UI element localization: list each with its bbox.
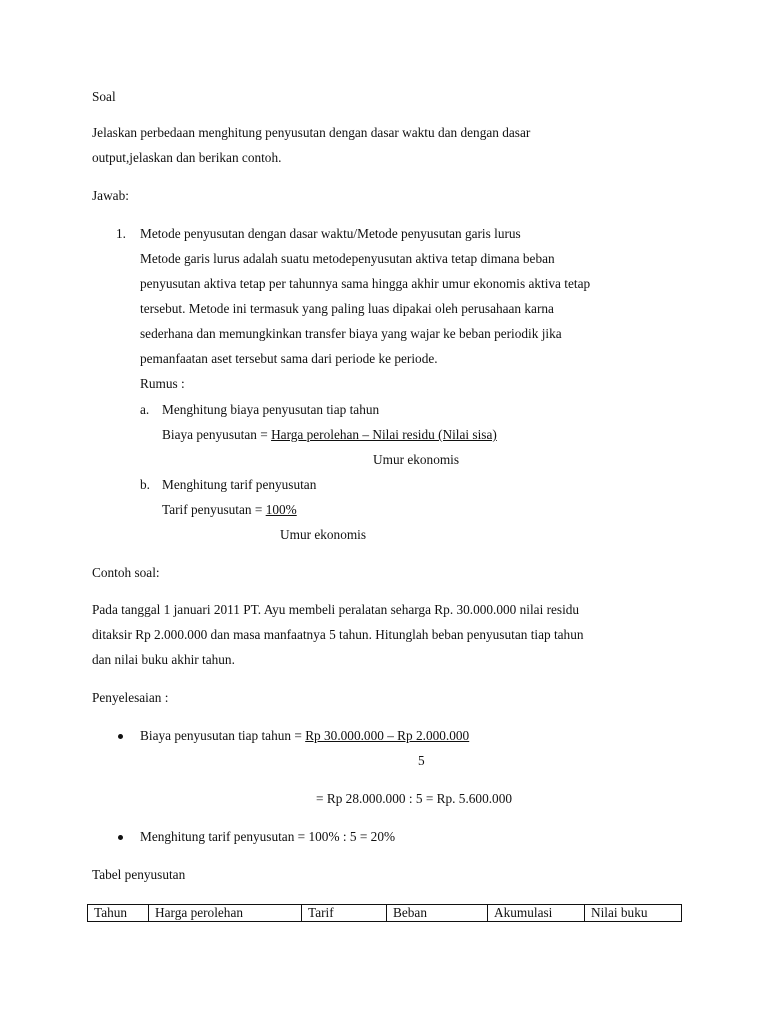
formula-b-marker: b.	[140, 477, 150, 492]
bullet-icon	[118, 835, 123, 840]
table-header-row	[88, 905, 682, 922]
table-header-cell: Tahun	[88, 905, 149, 922]
formula-a-marker: a.	[140, 402, 150, 417]
method-desc-line: tersebut. Metode ini termasuk yang paling luas dipakai oleh perusahaan karna	[140, 301, 554, 316]
table-header-cell: Akumulasi	[488, 905, 585, 922]
formula-b-numerator: 100%	[265, 502, 297, 517]
bullet-1-result: = Rp 28.000.000 : 5 = Rp. 5.600.000	[316, 791, 512, 806]
method-desc-line: pemanfaatan aset tersebut sama dari periode ke periode.	[140, 351, 438, 366]
table-header-cell: Nilai buku	[585, 905, 682, 922]
formula-a-title: Menghitung biaya penyusutan tiap tahun	[162, 402, 380, 417]
solution-bullet-1	[140, 728, 469, 744]
bullet-1-numerator: Rp 30.000.000 – Rp 2.000.000	[305, 728, 470, 743]
formula-a-expression	[162, 427, 497, 443]
heading-soal: Soal	[92, 89, 116, 104]
formula-b-denominator: Umur ekonomis	[280, 527, 367, 542]
formula-b-expression	[162, 502, 353, 518]
example-line: ditaksir Rp 2.000.000 dan masa manfaatnya 5 tahun. Hitunglah beban penyusutan tiap tahun	[92, 627, 584, 642]
rumus-label: Rumus :	[140, 376, 185, 391]
question-line-1: Jelaskan perbedaan menghitung penyusutan dengan dasar waktu dan dengan dasar	[92, 125, 531, 140]
table-header-cell: Tarif	[302, 905, 387, 922]
bullet-1-denominator: 5	[418, 753, 425, 768]
table-header-cell: Harga perolehan	[149, 905, 302, 922]
example-label: Contoh soal:	[92, 565, 160, 580]
table-label: Tabel penyusutan	[92, 867, 186, 882]
depreciation-table	[87, 904, 682, 922]
formula-a-lhs: Biaya penyusutan =	[162, 427, 272, 442]
answer-label: Jawab:	[92, 188, 129, 203]
question-line-2: output,jelaskan dan berikan contoh.	[92, 150, 282, 165]
example-line: dan nilai buku akhir tahun.	[92, 652, 235, 667]
solution-label: Penyelesaian :	[92, 690, 169, 705]
method-title: Metode penyusutan dengan dasar waktu/Metode penyusutan garis lurus	[140, 226, 521, 241]
formula-b-title: Menghitung tarif penyusutan	[162, 477, 317, 492]
method-number: 1.	[116, 226, 126, 241]
table-header-cell: Beban	[387, 905, 488, 922]
formula-b-lhs: Tarif penyusutan =	[162, 502, 266, 517]
method-desc-line: sederhana dan memungkinkan transfer biaya yang wajar ke beban periodik jika	[140, 326, 562, 341]
formula-a-denominator: Umur ekonomis	[373, 452, 460, 467]
solution-bullet-2: Menghitung tarif penyusutan = 100% : 5 = 20%	[140, 829, 396, 844]
method-desc-line: penyusutan aktiva tetap per tahunnya sama hingga akhir umur ekonomis aktiva tetap	[140, 276, 591, 291]
example-line: Pada tanggal 1 januari 2011 PT. Ayu membeli peralatan seharga Rp. 30.000.000 nilai residu	[92, 602, 580, 617]
bullet-icon	[118, 734, 123, 739]
bullet-1-lhs: Biaya penyusutan tiap tahun =	[140, 728, 306, 743]
formula-a-numerator: Harga perolehan – Nilai residu (Nilai sisa)	[271, 427, 497, 442]
method-desc-line: Metode garis lurus adalah suatu metodepenyusutan aktiva tetap dimana beban	[140, 251, 555, 266]
